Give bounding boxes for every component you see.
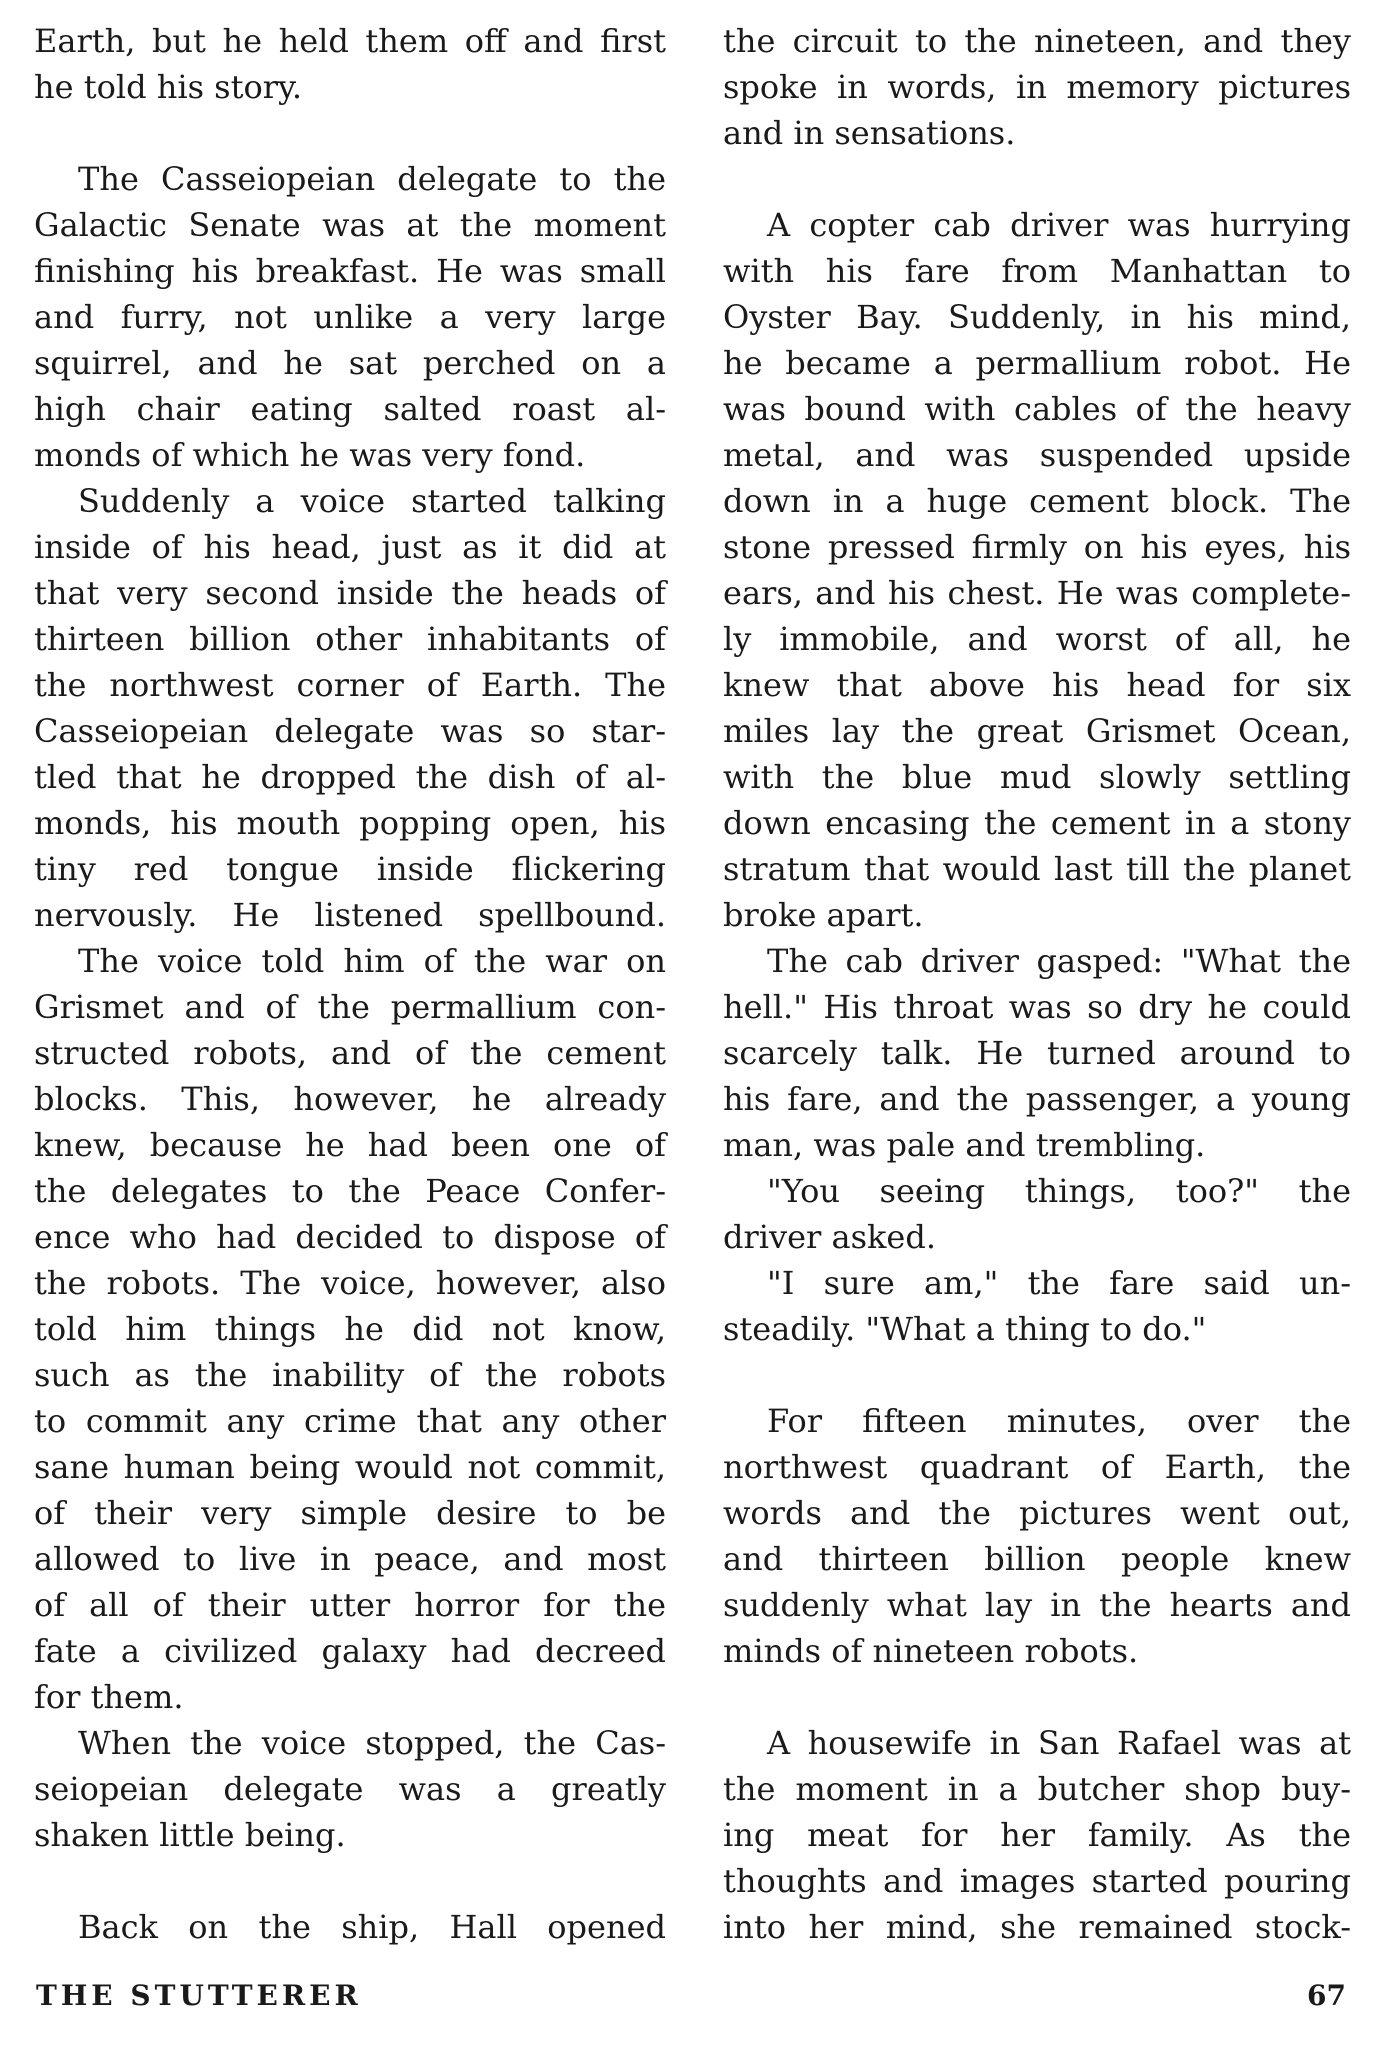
text-line: The Casseiopeian delegate to the: [78, 160, 666, 198]
paragraph-gap: [34, 1858, 666, 1904]
text-line: Oyster Bay. Suddenly, in his mind,: [723, 298, 1351, 336]
text-line: "You seeing things, too?" the: [767, 1172, 1351, 1210]
text-line: fate a civilized galaxy had decreed: [34, 1632, 666, 1670]
text-line: high chair eating salted roast al-: [34, 390, 666, 428]
text-line: with his fare from Manhattan to: [723, 252, 1351, 290]
text-line: "I sure am," the fare said un-: [767, 1264, 1351, 1302]
text-line: minds of nineteen robots.: [723, 1632, 1139, 1670]
text-line: spoke in words, in memory pictures: [723, 68, 1351, 106]
text-line: he became a permallium robot. He: [723, 344, 1351, 382]
text-line: told him things he did not know,: [34, 1310, 666, 1348]
text-line: ence who had decided to dispose of: [34, 1218, 666, 1256]
text-line: such as the inability of the robots: [34, 1356, 666, 1394]
text-line: that very second inside the heads of: [34, 574, 666, 612]
text-line: broke apart.: [723, 896, 924, 934]
text-line: man, was pale and trembling.: [723, 1126, 1206, 1164]
paragraph-gap: [723, 1674, 1351, 1720]
text-line: the delegates to the Peace Confer-: [34, 1172, 666, 1210]
text-line: driver asked.: [723, 1218, 936, 1256]
text-line: ing meat for her family. As the: [723, 1816, 1351, 1854]
text-line: knew that above his head for six: [723, 666, 1351, 704]
text-line: The voice told him of the war on: [78, 942, 666, 980]
text-line: of all of their utter horror for the: [34, 1586, 666, 1624]
paragraph-gap: [723, 1352, 1351, 1398]
text-line: Suddenly a voice started talking: [78, 482, 666, 520]
text-line: squirrel, and he sat perched on a: [34, 344, 666, 382]
text-line: suddenly what lay in the hearts and: [723, 1586, 1351, 1624]
text-line: down in a huge cement block. The: [723, 482, 1351, 520]
text-line: Earth, but he held them off and first: [34, 22, 666, 60]
text-line: he told his story.: [34, 68, 303, 106]
text-line: blocks. This, however, he already: [34, 1080, 666, 1118]
text-line: Back on the ship, Hall opened: [78, 1908, 666, 1946]
running-title: THE STUTTERER: [36, 1979, 362, 2012]
text-line: finishing his breakfast. He was small: [34, 252, 666, 290]
text-line: metal, and was suspended upside: [723, 436, 1351, 474]
text-line: stone pressed firmly on his eyes, his: [723, 528, 1351, 566]
text-line: tiny red tongue inside flickering: [34, 850, 666, 888]
paragraph-gap: [34, 110, 666, 156]
text-line: structed robots, and of the cement: [34, 1034, 666, 1072]
text-line: The cab driver gasped: "What the: [767, 942, 1351, 980]
text-line: the northwest corner of Earth. The: [34, 666, 666, 704]
text-line: thoughts and images started pouring: [723, 1862, 1351, 1900]
text-line: For fifteen minutes, over the: [767, 1402, 1351, 1440]
text-line: miles lay the great Grismet Ocean,: [723, 712, 1351, 750]
text-line: knew, because he had been one of: [34, 1126, 666, 1164]
text-line: words and the pictures went out,: [723, 1494, 1351, 1532]
text-line: scarcely talk. He turned around to: [723, 1034, 1351, 1072]
text-line: ly immobile, and worst of all, he: [723, 620, 1351, 658]
text-line: and furry, not unlike a very large: [34, 298, 666, 336]
text-line: When the voice stopped, the Cas-: [78, 1724, 666, 1762]
text-line: nervously. He listened spellbound.: [34, 896, 666, 934]
text-line: was bound with cables of the heavy: [723, 390, 1351, 428]
text-line: the circuit to the nineteen, and they: [723, 22, 1351, 60]
text-line: allowed to live in peace, and most: [34, 1540, 666, 1578]
text-line: of their very simple desire to be: [34, 1494, 666, 1532]
text-line: inside of his head, just as it did at: [34, 528, 666, 566]
text-line: with the blue mud slowly settling: [723, 758, 1351, 796]
text-line: his fare, and the passenger, a young: [723, 1080, 1351, 1118]
right-column: [723, 18, 1351, 1950]
text-line: A housewife in San Rafael was at: [767, 1724, 1351, 1762]
text-line: hell." His throat was so dry he could: [723, 988, 1351, 1026]
text-line: stratum that would last till the planet: [723, 850, 1351, 888]
text-line: into her mind, she remained stock-: [723, 1908, 1351, 1946]
text-line: for them.: [34, 1678, 184, 1716]
text-line: seiopeian delegate was a greatly: [34, 1770, 666, 1808]
text-line: Casseiopeian delegate was so star-: [34, 712, 666, 750]
text-line: ears, and his chest. He was complete-: [723, 574, 1351, 612]
text-line: Grismet and of the permallium con-: [34, 988, 666, 1026]
text-line: Galactic Senate was at the moment: [34, 206, 666, 244]
text-line: the moment in a butcher shop buy-: [723, 1770, 1351, 1808]
text-line: A copter cab driver was hurrying: [767, 206, 1351, 244]
text-line: down encasing the cement in a stony: [723, 804, 1351, 842]
text-line: the robots. The voice, however, also: [34, 1264, 666, 1302]
text-line: northwest quadrant of Earth, the: [723, 1448, 1351, 1486]
left-column: [34, 18, 666, 1950]
text-line: and in sensations.: [723, 114, 1016, 152]
text-line: sane human being would not commit,: [34, 1448, 666, 1486]
text-line: shaken little being.: [34, 1816, 346, 1854]
text-line: thirteen billion other inhabitants of: [34, 620, 666, 658]
text-line: monds, his mouth popping open, his: [34, 804, 666, 842]
page-number: 67: [1307, 1979, 1346, 2012]
text-line: steadily. "What a thing to do.": [723, 1310, 1207, 1348]
paragraph-gap: [723, 156, 1351, 202]
text-line: and thirteen billion people knew: [723, 1540, 1351, 1578]
text-line: to commit any crime that any other: [34, 1402, 666, 1440]
text-line: tled that he dropped the dish of al-: [34, 758, 666, 796]
text-line: monds of which he was very fond.: [34, 436, 586, 474]
